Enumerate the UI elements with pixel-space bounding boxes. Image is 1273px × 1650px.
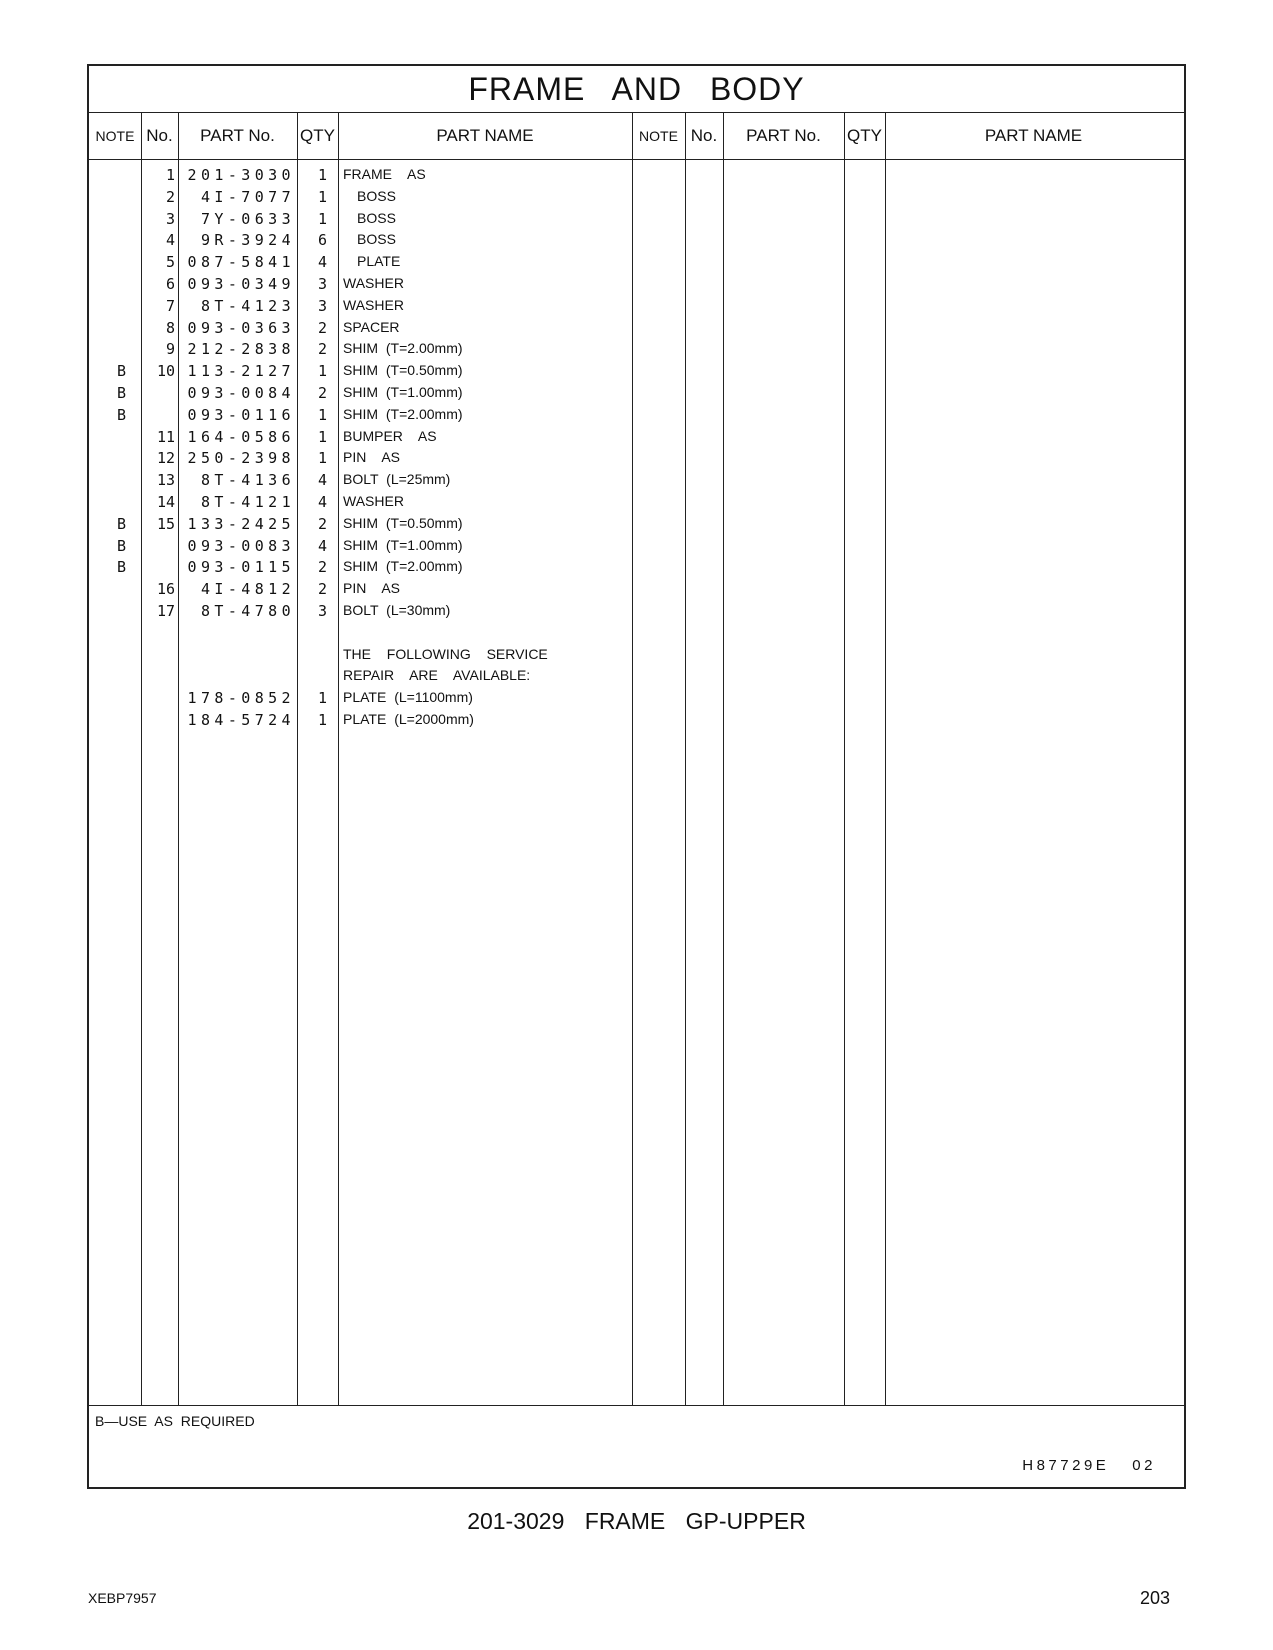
row-quantity: 6	[317, 231, 327, 250]
row-part-name: SHIM (T=1.00mm)	[343, 536, 463, 553]
row-part-name: PIN AS	[343, 580, 401, 597]
row-quantity: 2	[317, 318, 327, 337]
row-note: B	[117, 536, 127, 555]
row-part-name: WASHER	[343, 275, 404, 291]
column-divider	[338, 113, 339, 1405]
row-part-number: 093-0349	[187, 275, 295, 293]
row-item-number: 10	[156, 362, 175, 381]
row-part-name: SPACER	[343, 318, 400, 335]
row-part-number: 8T-4123	[200, 296, 295, 315]
page-number: 203	[1140, 1588, 1171, 1608]
row-part-number: 7Y-0633	[200, 209, 295, 228]
row-part-number: 087-5841	[187, 253, 295, 272]
header-note: NOTE	[95, 128, 135, 144]
row-part-name: SHIM (T=1.00mm)	[343, 384, 463, 400]
column-divider	[178, 113, 179, 1405]
column-divider	[885, 113, 886, 1405]
row-part-name: SHIM (T=2.00mm)	[343, 558, 463, 575]
row-part-number: 113-2127	[187, 362, 295, 381]
header-part-name-right: PART NAME	[984, 126, 1083, 145]
header-part-no-right: PART No.	[746, 126, 821, 145]
column-divider	[844, 113, 845, 1405]
row-part-name: BOLT (L=30mm)	[343, 602, 451, 618]
row-item-number: 17	[156, 602, 175, 620]
column-divider	[723, 113, 724, 1405]
table-header	[89, 113, 1184, 160]
header-part-no: PART No.	[200, 126, 275, 145]
row-quantity: 1	[317, 362, 327, 381]
row-part-name: PLATE	[357, 253, 401, 270]
row-part-number: 4I-4812	[200, 580, 295, 599]
header-qty: QTY	[300, 126, 335, 145]
row-note: B	[117, 514, 127, 533]
row-item-number: 12	[156, 449, 175, 468]
row-part-name: PLATE (L=2000mm)	[343, 711, 474, 727]
row-part-number: 093-0083	[187, 536, 295, 555]
column-divider	[685, 113, 686, 1405]
row-part-name: PIN AS	[343, 449, 401, 466]
row-part-number: 250-2398	[187, 449, 295, 468]
row-part-name: SHIM (T=0.50mm)	[343, 514, 463, 531]
row-quantity: 2	[317, 384, 327, 402]
row-item-number: 4	[165, 231, 175, 250]
row-part-name: WASHER	[343, 296, 404, 313]
row-part-name: BOLT (L=25mm)	[343, 471, 451, 488]
header-no: No.	[146, 126, 173, 145]
row-quantity: 4	[317, 471, 327, 490]
row-quantity: 2	[317, 340, 327, 359]
header-qty-right: QTY	[847, 126, 882, 145]
page-title: FRAME AND BODY	[89, 66, 1184, 113]
row-quantity: 3	[317, 602, 327, 620]
row-part-number: 093-0116	[187, 405, 295, 424]
group-caption: 201-3029 FRAME GP-UPPER	[467, 1508, 806, 1534]
row-item-number: 5	[165, 253, 175, 272]
row-part-name: SHIM (T=2.00mm)	[343, 405, 463, 422]
row-item-number: 6	[165, 275, 175, 293]
row-quantity: 4	[317, 253, 327, 272]
row-note: B	[117, 384, 127, 402]
row-quantity: 2	[317, 580, 327, 599]
row-quantity: 3	[317, 275, 327, 293]
row-quantity: 3	[317, 296, 327, 315]
header-no-right: No.	[690, 126, 718, 145]
row-quantity: 1	[317, 427, 327, 446]
row-item-number: 2	[165, 187, 175, 206]
row-part-number: 133-2425	[187, 514, 295, 533]
column-divider	[297, 113, 298, 1405]
row-part-number: 178-0852	[187, 689, 295, 708]
row-item-number: 3	[165, 209, 175, 228]
row-item-number: 7	[165, 296, 175, 315]
row-note: B	[117, 362, 127, 381]
row-quantity: 1	[317, 689, 327, 708]
row-part-name: FRAME AS	[343, 166, 426, 182]
row-part-number: 184-5724	[187, 711, 295, 729]
row-part-number: 093-0084	[187, 384, 295, 402]
row-item-number: 11	[156, 427, 175, 446]
row-part-name: SHIM (T=0.50mm)	[343, 362, 463, 379]
row-part-name: BOSS	[357, 187, 396, 204]
row-part-number: 8T-4136	[200, 471, 295, 490]
row-part-name: THE FOLLOWING SERVICE	[343, 645, 548, 662]
table-bottom-rule	[89, 1405, 1184, 1406]
row-quantity: 2	[317, 558, 327, 577]
row-part-name: PLATE (L=1100mm)	[343, 689, 473, 706]
row-part-number: 8T-4780	[200, 602, 295, 620]
row-item-number: 14	[156, 493, 175, 511]
row-quantity: 1	[317, 711, 327, 729]
row-part-name: BUMPER AS	[343, 427, 437, 444]
row-note: B	[117, 405, 127, 424]
row-part-name: BOSS	[357, 231, 396, 248]
row-item-number: 15	[156, 514, 175, 533]
footnote: B—USE AS REQUIRED	[95, 1413, 255, 1429]
row-quantity: 1	[317, 209, 327, 228]
row-quantity: 1	[317, 405, 327, 424]
document-id: XEBP7957	[88, 1590, 157, 1606]
parts-table-frame	[87, 64, 1186, 1489]
header-part-name: PART NAME	[436, 126, 534, 145]
row-quantity: 1	[317, 449, 327, 468]
reference-code: H87729E 02	[1022, 1457, 1156, 1474]
row-quantity: 4	[317, 536, 327, 555]
row-item-number: 13	[156, 471, 175, 490]
header-note-right: NOTE	[639, 128, 678, 144]
row-quantity: 1	[317, 166, 327, 184]
row-item-number: 9	[165, 340, 175, 359]
row-item-number: 1	[165, 166, 175, 184]
row-note: B	[117, 558, 127, 577]
row-part-name: SHIM (T=2.00mm)	[343, 340, 463, 357]
row-quantity: 4	[317, 493, 327, 511]
row-part-name: WASHER	[343, 493, 404, 509]
row-part-number: 212-2838	[187, 340, 295, 359]
row-part-number: 201-3030	[187, 166, 295, 184]
row-quantity: 2	[317, 514, 327, 533]
row-part-name: REPAIR ARE AVAILABLE:	[343, 667, 531, 684]
row-part-number: 9R-3924	[200, 231, 295, 250]
row-part-number: 164-0586	[187, 427, 295, 446]
row-part-number: 093-0115	[187, 558, 295, 577]
row-part-name: BOSS	[357, 209, 396, 226]
row-item-number: 16	[156, 580, 175, 599]
row-part-number: 8T-4121	[200, 493, 295, 511]
row-part-number: 4I-7077	[200, 187, 295, 206]
row-item-number: 8	[165, 318, 175, 337]
column-divider	[632, 113, 633, 1405]
row-part-number: 093-0363	[187, 318, 295, 337]
row-quantity: 1	[317, 187, 327, 206]
